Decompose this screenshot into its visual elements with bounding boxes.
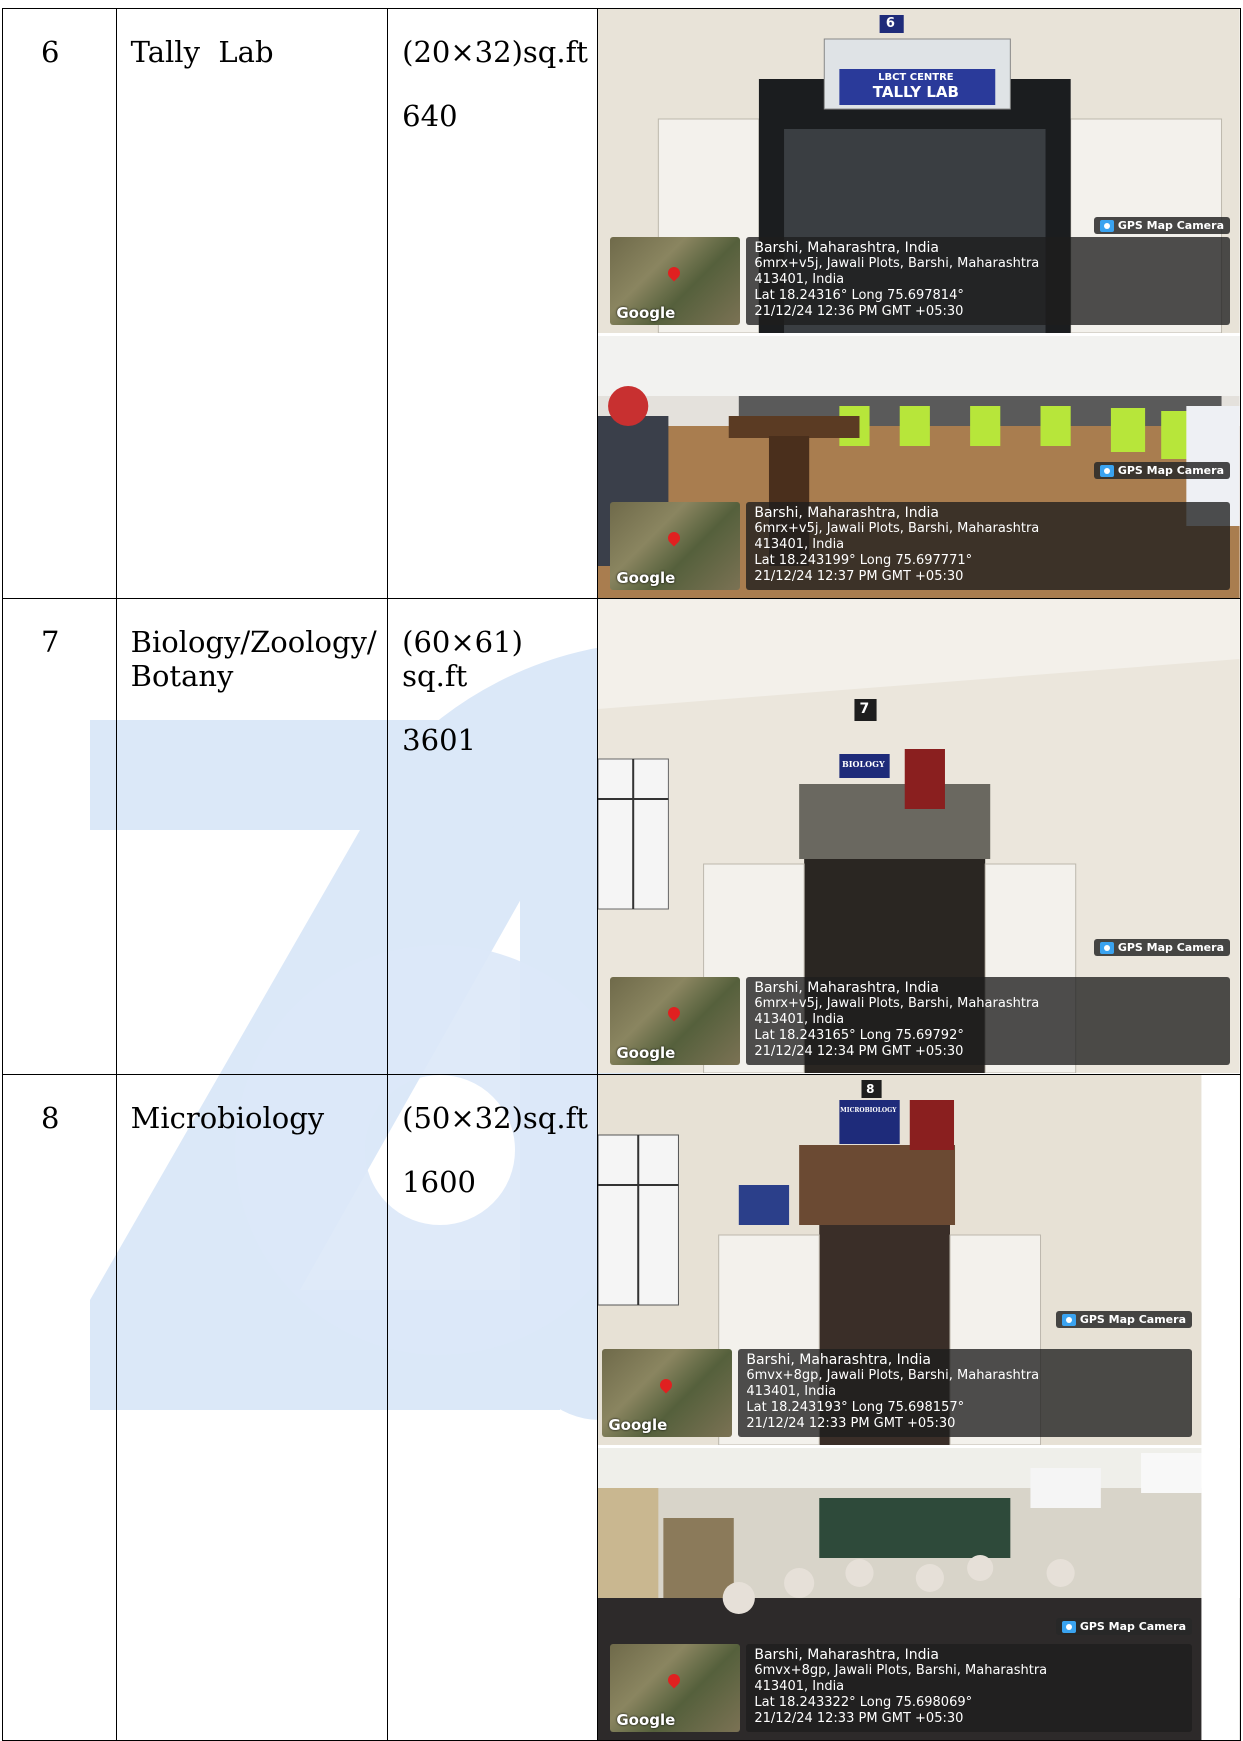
- geo-overlay: [610, 1644, 1192, 1732]
- geo-info: Barshi, Maharashtra, India 6mvx+8gp, Jawali Plots, Barshi, Maharashtra 413401, India Lat 18.243322° Long 75.698069° 21/12/24 12:33 PM GMT +05:30: [746, 1644, 1192, 1732]
- room-name-cell: [116, 1075, 388, 1741]
- door-sign: LBCT CENTRE TALLY LAB: [872, 72, 959, 101]
- door-sign: MICROBIOLOGY: [840, 1107, 897, 1114]
- room-name-cell: [116, 599, 388, 1075]
- room-number: 8: [41, 1101, 60, 1135]
- map-pin-icon: [666, 265, 683, 282]
- camera-icon: [1062, 1314, 1076, 1326]
- sign-number: 6: [885, 16, 895, 31]
- table-row: [3, 599, 1241, 1075]
- room-number: 6: [41, 35, 60, 69]
- gps-camera-tag: GPS Map Camera: [1056, 1311, 1192, 1328]
- sign-number: 8: [866, 1082, 875, 1096]
- photo-cell: [598, 1075, 1241, 1741]
- geo-overlay: [610, 237, 1230, 325]
- rooms-table: [2, 8, 1241, 1741]
- mini-map: Google: [610, 977, 740, 1065]
- photo-microbiology-door: [598, 1075, 1240, 1448]
- room-area-cell: [388, 599, 598, 1075]
- gps-camera-tag: GPS Map Camera: [1094, 939, 1230, 956]
- photo-tally-lab-door: [598, 9, 1240, 336]
- room-number: 7: [41, 625, 60, 659]
- camera-icon: [1062, 1621, 1076, 1633]
- geo-info: Barshi, Maharashtra, India 6mrx+v5j, Jawali Plots, Barshi, Maharashtra 413401, India Lat 18.243199° Long 75.697771° 21/12/24 12:37 PM GMT +05:30: [746, 502, 1230, 590]
- room-name: Microbiology: [130, 1101, 325, 1135]
- room-area: 1600: [402, 1165, 476, 1199]
- map-pin-icon: [666, 1005, 683, 1022]
- geo-info: Barshi, Maharashtra, India 6mrx+v5j, Jawali Plots, Barshi, Maharashtra 413401, India Lat 18.243165° Long 75.69792° 21/12/24 12:34 PM GMT +05:30: [746, 977, 1230, 1065]
- photo-biology-door: [598, 599, 1240, 1073]
- map-pin-icon: [666, 1672, 683, 1689]
- mini-map: Google: [602, 1349, 732, 1437]
- room-name: Biology/Zoology/ Botany: [130, 625, 377, 693]
- geo-overlay: [610, 977, 1230, 1065]
- room-area: 3601: [402, 723, 476, 757]
- geo-info: Barshi, Maharashtra, India 6mrx+v5j, Jawali Plots, Barshi, Maharashtra 413401, India Lat 18.24316° Long 75.697814° 21/12/24 12:36 PM GMT +05:30: [746, 237, 1230, 325]
- room-number-cell: [3, 1075, 117, 1741]
- mini-map: Google: [610, 502, 740, 590]
- geo-overlay: [602, 1349, 1192, 1437]
- room-number-cell: [3, 599, 117, 1075]
- room-number-cell: [3, 9, 117, 599]
- table-row: [3, 9, 1241, 599]
- room-name-cell: [116, 9, 388, 599]
- table-row: [3, 1075, 1241, 1741]
- geo-info: Barshi, Maharashtra, India 6mvx+8gp, Jawali Plots, Barshi, Maharashtra 413401, India Lat 18.243193° Long 75.698157° 21/12/24 12:33 PM GMT +05:30: [738, 1349, 1192, 1437]
- room-dimensions: (60×61) sq.ft: [402, 625, 523, 693]
- geo-overlay: [610, 502, 1230, 590]
- gps-camera-tag: GPS Map Camera: [1094, 462, 1230, 479]
- room-area-cell: [388, 9, 598, 599]
- photo-cell: [598, 9, 1241, 599]
- photo-microbiology-interior: [598, 1448, 1240, 1740]
- room-dimensions: (20×32)sq.ft: [402, 35, 588, 69]
- sign-number: 7: [859, 701, 870, 717]
- photo-cell: [598, 599, 1241, 1075]
- room-dimensions: (50×32)sq.ft: [402, 1101, 588, 1135]
- mini-map: Google: [610, 1644, 740, 1732]
- room-area-cell: [388, 1075, 598, 1741]
- room-name: Tally Lab: [130, 35, 274, 69]
- door-sign: BIOLOGY: [842, 759, 885, 769]
- gps-camera-tag: GPS Map Camera: [1056, 1618, 1192, 1635]
- camera-icon: [1100, 465, 1114, 477]
- room-area: 640: [402, 99, 458, 133]
- camera-icon: [1100, 942, 1114, 954]
- map-pin-icon: [658, 1377, 675, 1394]
- map-pin-icon: [666, 530, 683, 547]
- mini-map: Google: [610, 237, 740, 325]
- gps-camera-tag: GPS Map Camera: [1094, 217, 1230, 234]
- photo-tally-lab-interior: [598, 336, 1240, 598]
- camera-icon: [1100, 220, 1114, 232]
